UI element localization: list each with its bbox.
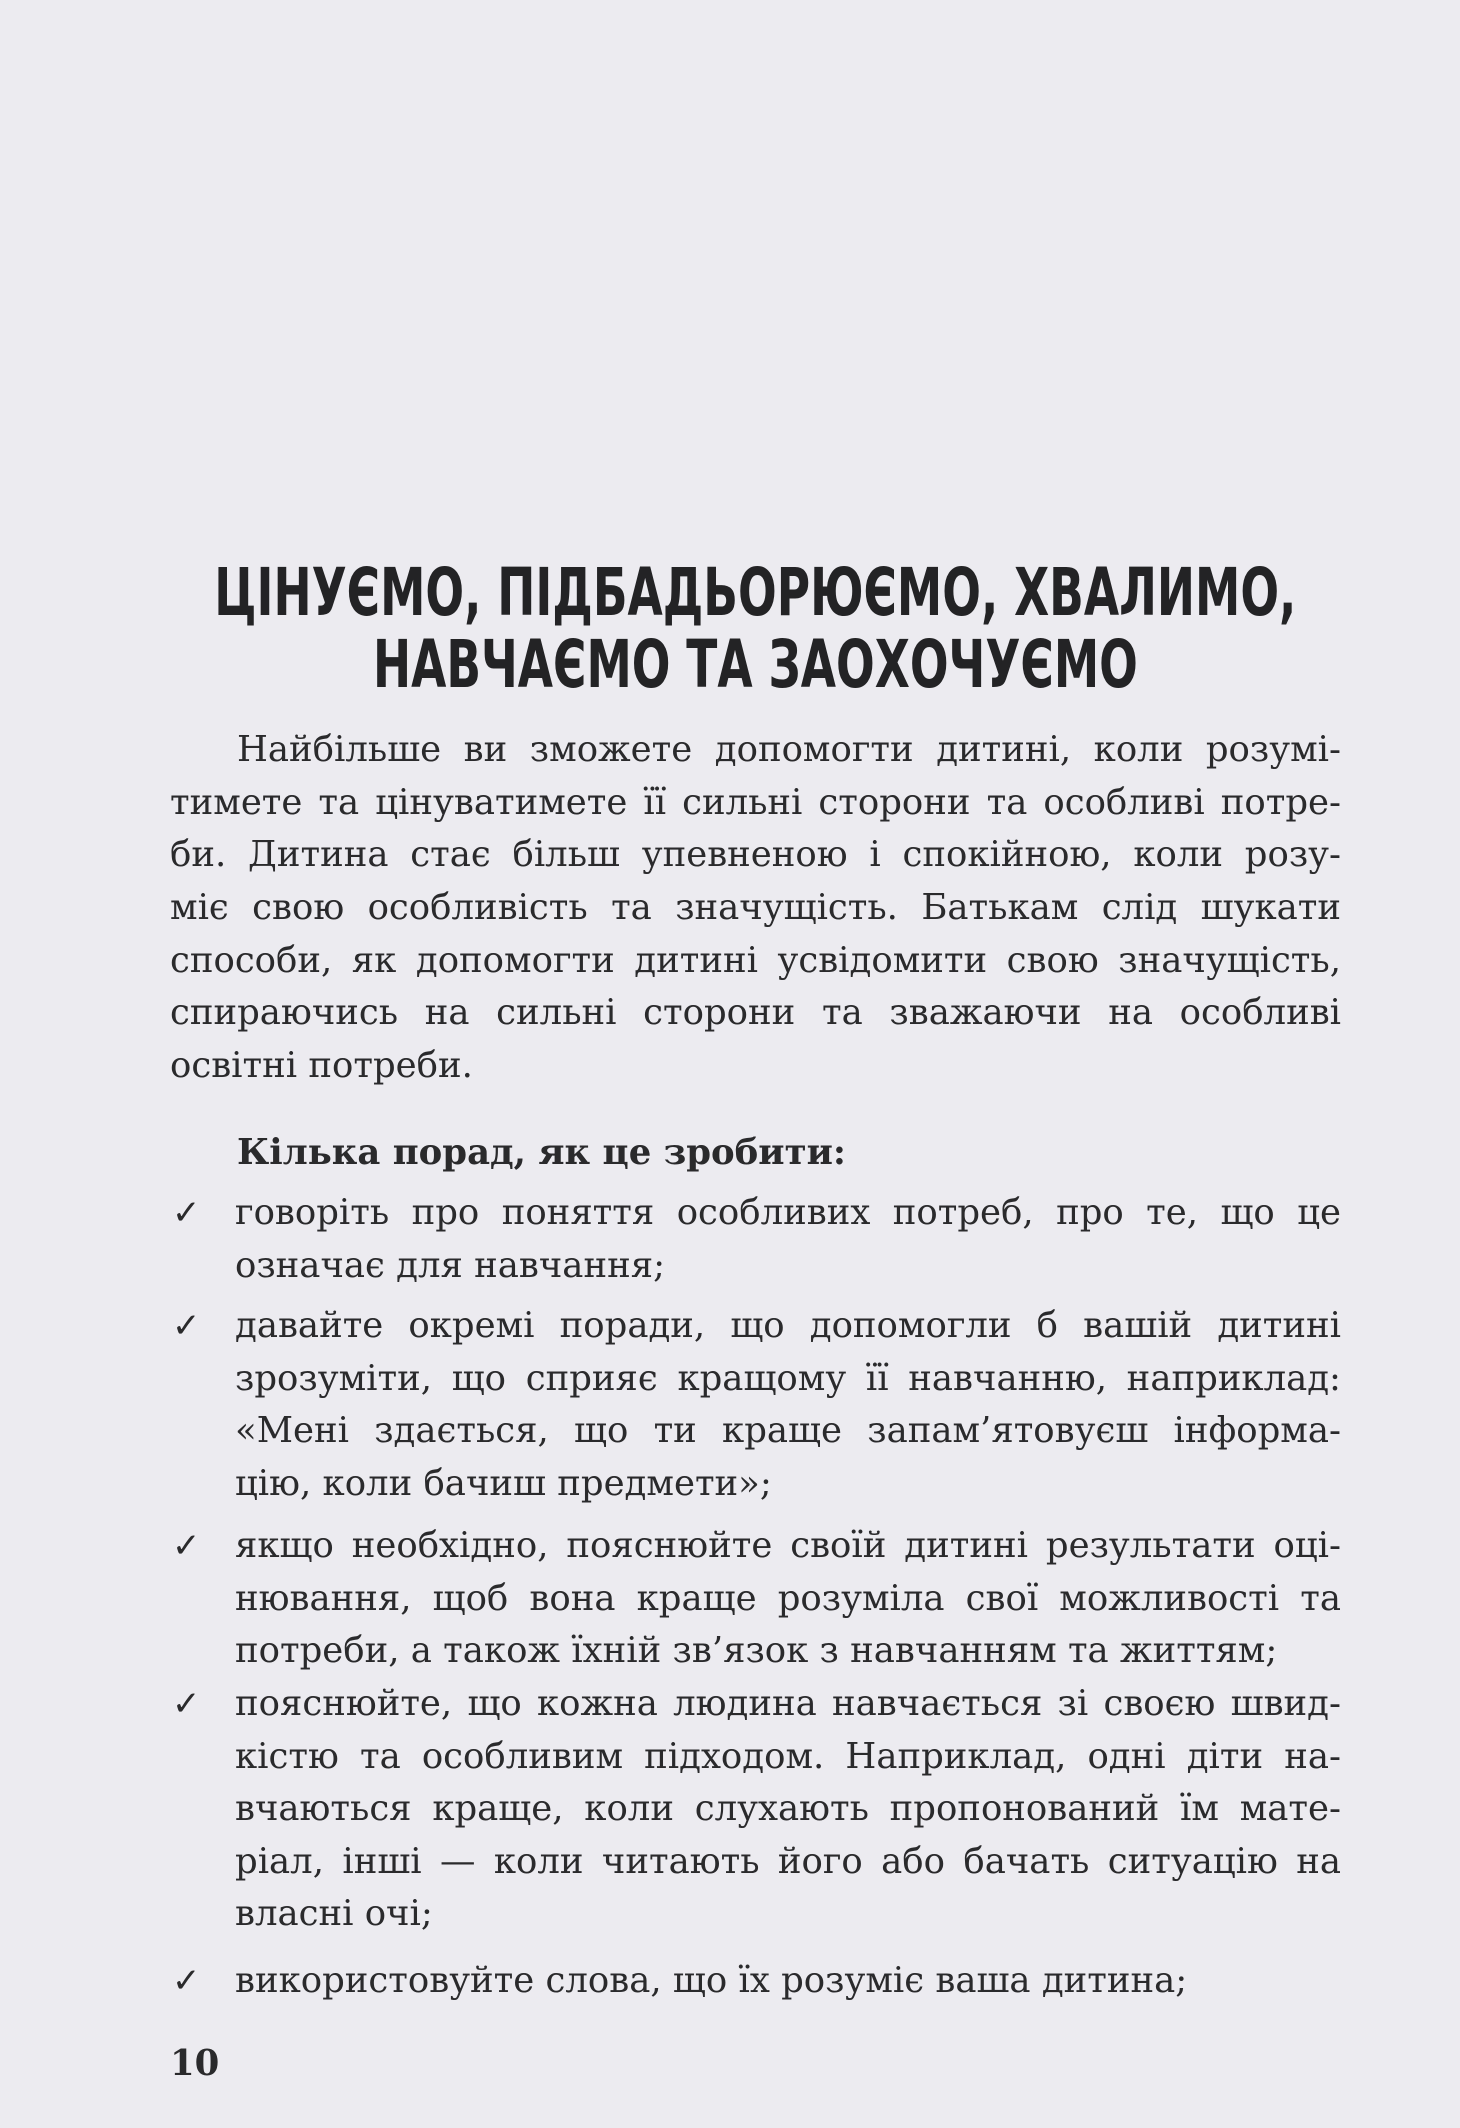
text-line: означає для навчання;	[235, 1244, 666, 1286]
text-line: способи, як допомогти дитині усвідомити свою значущість,	[170, 939, 1341, 981]
text-line: давайте окремі поради, що допомогли б вашій дитині	[235, 1305, 1341, 1346]
check-icon: ✓	[172, 1306, 201, 1346]
check-icon: ✓	[172, 1684, 201, 1724]
text-line: власні очі;	[235, 1893, 433, 1934]
tip-item	[170, 1520, 1341, 1678]
tip-item	[170, 1678, 1341, 1941]
text-line: говоріть про поняття особливих потреб, про те, що це	[235, 1192, 1341, 1233]
tips-title: Кілька порад, як це зробити:	[237, 1132, 846, 1173]
tip-text	[235, 1300, 1341, 1510]
text-line: спираючись на сильні сторони та зважаючи на особливі	[170, 992, 1341, 1034]
text-line: пояснюйте, що кожна людина навчається зі своєю швид-	[235, 1683, 1341, 1724]
check-icon: ✓	[172, 1526, 201, 1566]
tip-item	[170, 1187, 1341, 1292]
check-icon: ✓	[172, 1961, 201, 2001]
chapter-heading	[170, 554, 1341, 703]
tip-text	[235, 1955, 1341, 2008]
text-line: якщо необхідно, пояснюйте своїй дитині результати оці-	[235, 1525, 1341, 1566]
text-line: би. Дитина стає більш упевненою і спокійною, коли розу-	[170, 834, 1341, 876]
tip-text	[235, 1187, 1341, 1292]
heading-line	[170, 626, 1341, 703]
text-line: міє свою особливість та значущість. Батькам слід шукати	[170, 887, 1341, 929]
text-line: кістю та особливим підходом. Наприклад, одні діти на-	[235, 1735, 1341, 1777]
check-icon: ✓	[172, 1193, 201, 1233]
page-number: 10	[170, 2043, 220, 2084]
text-line: потреби, а також їхній зв’язок з навчанням та життям;	[235, 1630, 1278, 1671]
text-line: цію, коли бачиш предмети»;	[235, 1462, 772, 1504]
heading-line-text: ЦІНУЄМО, ПІДБАДЬОРЮЄМО, ХВАЛИМО,	[214, 554, 1297, 631]
text-line: нювання, щоб вона краще розуміла свої можливості та	[235, 1577, 1341, 1619]
text-line: зрозуміти, що сприяє кращому її навчанню, наприклад:	[235, 1357, 1341, 1399]
tip-item	[170, 1300, 1341, 1510]
text-line: Найбільше ви зможете допомогти дитині, коли розумі-	[237, 729, 1341, 770]
text-line: використовуйте слова, що їх розуміє ваша дитина;	[235, 1960, 1188, 2001]
heading-line-text: НАВЧАЄМО ТА ЗАОХОЧУЄМО	[373, 626, 1138, 703]
text-line: освітні потреби.	[170, 1045, 473, 1087]
tip-text	[235, 1520, 1341, 1678]
text-line: вчаються краще, коли слухають пропонований їм мате-	[235, 1788, 1341, 1829]
text-line: «Мені здається, що ти краще запам’ятовуєш інформа-	[235, 1410, 1341, 1451]
intro-paragraph	[170, 724, 1341, 1093]
text-line: ріал, інші — коли читають його або бачать ситуацію на	[235, 1840, 1341, 1882]
text-line: тимете та цінуватимете її сильні сторони та особливі потре-	[170, 781, 1341, 823]
heading-line	[170, 554, 1341, 631]
tip-text	[235, 1678, 1341, 1941]
tip-item	[170, 1955, 1341, 2008]
